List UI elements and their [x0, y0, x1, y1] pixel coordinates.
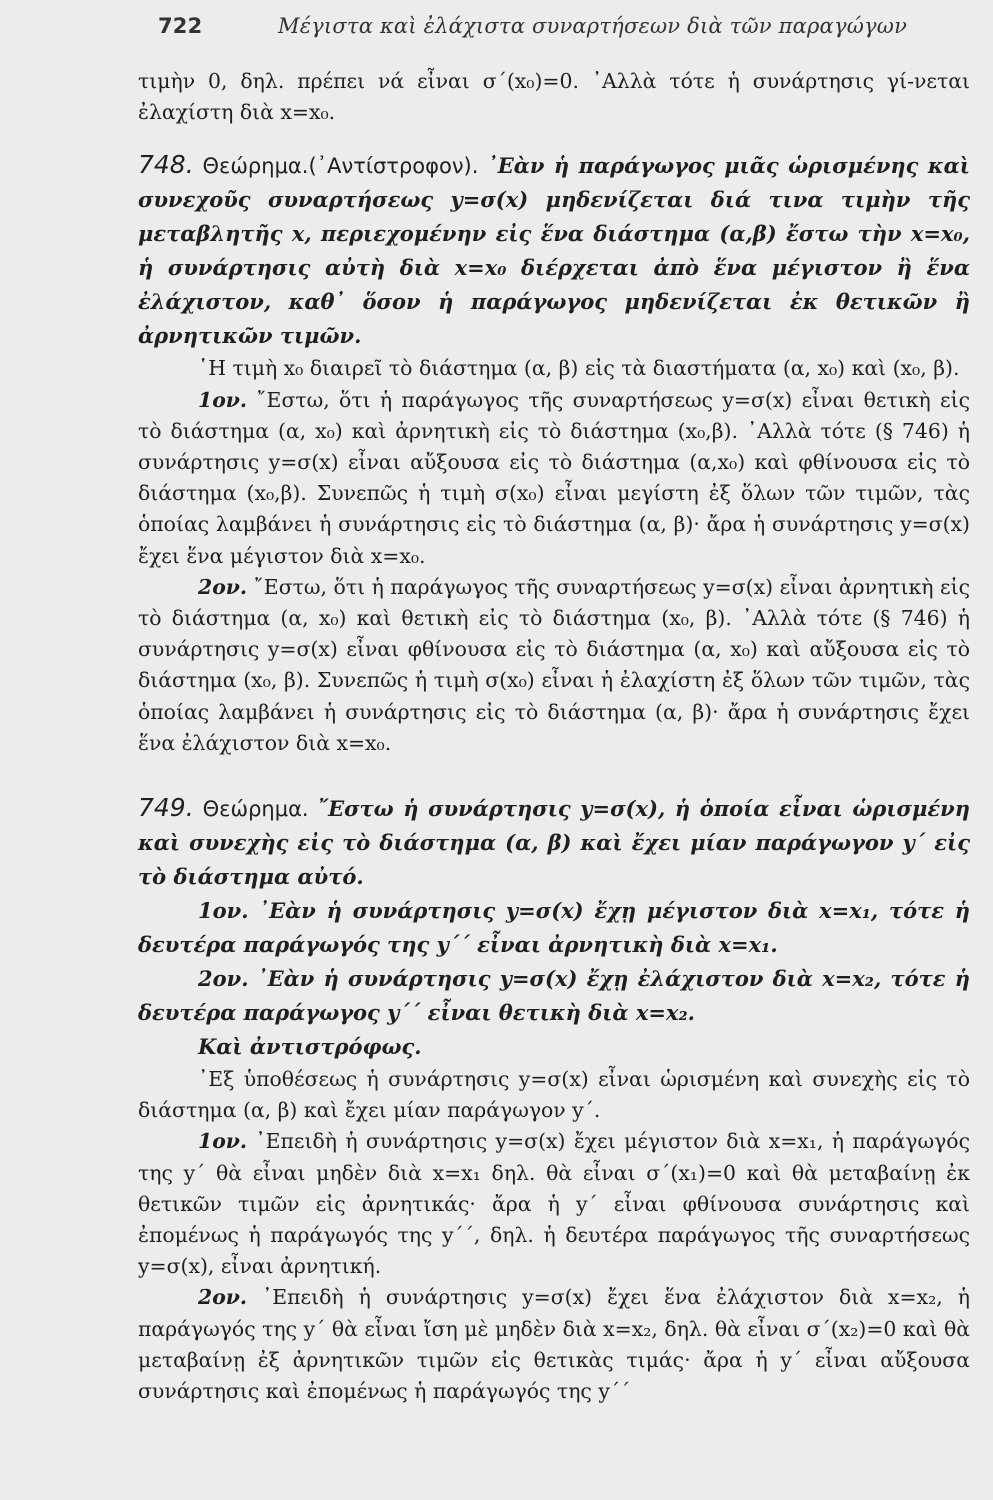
proof-1	[138, 1126, 970, 1282]
page-number: 722	[158, 14, 203, 38]
case-2	[138, 572, 970, 759]
running-title: Μέγιστα καὶ ἐλάχιστα συναρτήσεων διὰ τῶν παραγώγων	[278, 14, 908, 38]
case-text: ῎Εστω, ὅτι ἡ παράγωγος τῆς συναρτήσεως y=σ(x) εἶναι θετικὴ εἰς τὸ διάστημα (α, x₀) καὶ ἀρνητικὴ εἰς τὸ διάστημα (x₀,β). ᾿Αλλὰ τότε (§ 746) ἡ συνάρτησις y=σ(x) εἶναι αὔξουσα εἰς τὸ διάστημα (α,x₀) καὶ φθίνουσα εἰς τὸ διάστημα (x₀,β). Συνεπῶς ἡ τιμὴ σ(x₀) εἶναι μεγίστη ἐξ ὅλων τῶν τιμῶν, τὰς ὁποίας λαμβάνει ἡ συνάρτησις εἰς τὸ διάστημα (α, β)· ἄρα ἡ συνάρτησις y=σ(x) ἔχει ἕνα μέγιστον διὰ x=x₀.	[138, 387, 971, 568]
theorem-748	[138, 148, 970, 353]
statement-1	[138, 894, 970, 962]
paragraph-intro: ῾Η τιμὴ x₀ διαιρεῖ τὸ διάστημα (α, β) εἰς τὰ διαστήματα (α, x₀) καὶ (x₀, β).	[198, 356, 960, 381]
spacer	[138, 759, 970, 771]
case-text: ᾿Επειδὴ ἡ συνάρτησις y=σ(x) ἔχει ἕνα ἐλάχιστον διὰ x=x₂, ἡ παράγωγός της y΄ θὰ εἶναι ἴση μὲ μηδὲν διὰ x=x₂, δηλ. θὰ εἶναι σ΄(x₂)=0 καὶ θὰ μεταβαίνῃ ἐξ ἀρνητικῶν τιμῶν εἰς θετικὰς τιμάς· ἄρα ἡ y΄ εἶναι αὔξουσα συνάρτησις καὶ ἐπομένως ἡ παράγωγός της y΄΄	[138, 1285, 971, 1404]
case-label: 2ον.	[198, 1285, 248, 1310]
theorem-kind: Θεώρημα.	[202, 154, 309, 179]
proof-2	[138, 1282, 970, 1407]
statement-label: 1ον.	[198, 898, 249, 924]
case-label: 2ον.	[198, 574, 248, 599]
converse-heading	[138, 1030, 970, 1064]
case-text: ᾿Επειδὴ ἡ συνάρτησις y=σ(x) ἔχει μέγιστον διὰ x=x₁, ἡ παράγωγός της y΄ θὰ εἶναι μηδὲν διὰ x=x₁ δηλ. θὰ εἶναι σ΄(x₁)=0 καὶ θὰ μεταβαίνῃ ἐκ θετικῶν τιμῶν εἰς ἀρνητικάς· ἄρα ἡ y΄ εἶναι φθίνουσα συνάρτησις καὶ ἐπομένως ἡ παράγωγός της y΄΄, δηλ. ἡ δευτέρα παράγωγος τῆς συναρτήσεως y=σ(x), εἶναι ἀρνητική.	[138, 1129, 971, 1279]
theorem-kind: Θεώρημα.	[202, 797, 309, 822]
case-label: 1ον.	[198, 387, 248, 412]
statement-text: ᾿Εὰν ἡ συνάρτησις y=σ(x) ἔχῃ ἐλάχιστον διὰ x=x₂, τότε ἡ δευτέρα παράγωγος y΄΄ εἶναι θετικὴ διὰ x=x₂.	[138, 966, 970, 1026]
case-1	[138, 385, 970, 572]
converse-label: Καὶ ἀντιστρόφως.	[198, 1034, 422, 1060]
page-body	[138, 66, 970, 1407]
theorem-number: 749.	[138, 793, 194, 823]
theorem-label: (᾿Αντίστροφον).	[308, 154, 479, 179]
paragraph-hypothesis: ᾿Εξ ὑποθέσεως ἡ συνάρτησις y=σ(x) εἶναι ὡρισμένη καὶ συνεχὴς εἰς τὸ διάστημα (α, β) καὶ ἔχει μίαν παράγωγον y΄.	[138, 1067, 970, 1123]
statement-2	[138, 962, 970, 1030]
case-label: 1ον.	[198, 1129, 248, 1154]
paragraph-continuation: τιμὴν 0, δηλ. πρέπει νά εἶναι σ΄(x₀)=0. ᾿Αλλὰ τότε ἡ συνάρτησις γί-νεται ἐλαχίστη διὰ x=x₀.	[138, 69, 970, 125]
theorem-749	[138, 791, 970, 894]
theorem-statement: ῎Εστω ἡ συνάρτησις y=σ(x), ἡ ὁποία εἶναι ὡρισμένη καὶ συνεχὴς εἰς τὸ διάστημα (α, β) καὶ ἔχει μίαν παράγωγον y΄ εἰς τὸ διάστημα αὐτό.	[138, 796, 970, 890]
statement-label: 2ον.	[198, 966, 249, 992]
case-text: ῎Εστω, ὅτι ἡ παράγωγος τῆς συναρτήσεως y=σ(x) εἶναι ἀρνητικὴ εἰς τὸ διάστημα (α, x₀) καὶ θετικὴ εἰς τὸ διάστημα (x₀, β). ᾿Αλλὰ τότε (§ 746) ἡ συνάρτησις y=σ(x) εἶναι φθίνουσα εἰς τὸ διάστημα (α, x₀) καὶ αὔξουσα εἰς τὸ διάστημα (x₀, β). Συνεπῶς ἡ τιμὴ σ(x₀) εἶναι ἡ ἐλαχίστη ἐξ ὅλων τῶν τιμῶν, τὰς ὁποίας λαμβάνει ἡ συνάρτησις εἰς τὸ διάστημα (α, β)· ἄρα ἡ συνάρτησις ἔχει ἕνα ἐλάχιστον διὰ x=x₀.	[138, 574, 971, 755]
statement-text: ᾿Εὰν ἡ συνάρτησις y=σ(x) ἔχῃ μέγιστον διὰ x=x₁, τότε ἡ δευτέρα παράγωγός της y΄΄ εἶναι ἀρνητικὴ διὰ x=x₁.	[138, 898, 970, 958]
theorem-statement: ᾿Εὰν ἡ παράγωγος μιᾶς ὡρισμένης καὶ συνεχοῦς συναρτήσεως y=σ(x) μηδενίζεται διά τινα τιμὴν τῆς μεταβλητῆς x, περιεχομένην εἰς ἕνα διάστημα (α,β) ἔστω τὴν x=x₀, ἡ συνάρτησις αὐτὴ διὰ x=x₀ διέρχεται ἀπὸ ἕνα μέγιστον ἢ ἕνα ἐλάχιστον, καθ᾿ ὅσον ἡ παράγωγος μηδενίζεται ἐκ θετικῶν ἢ ἀρνητικῶν τιμῶν.	[138, 153, 970, 349]
theorem-number: 748.	[138, 150, 194, 180]
